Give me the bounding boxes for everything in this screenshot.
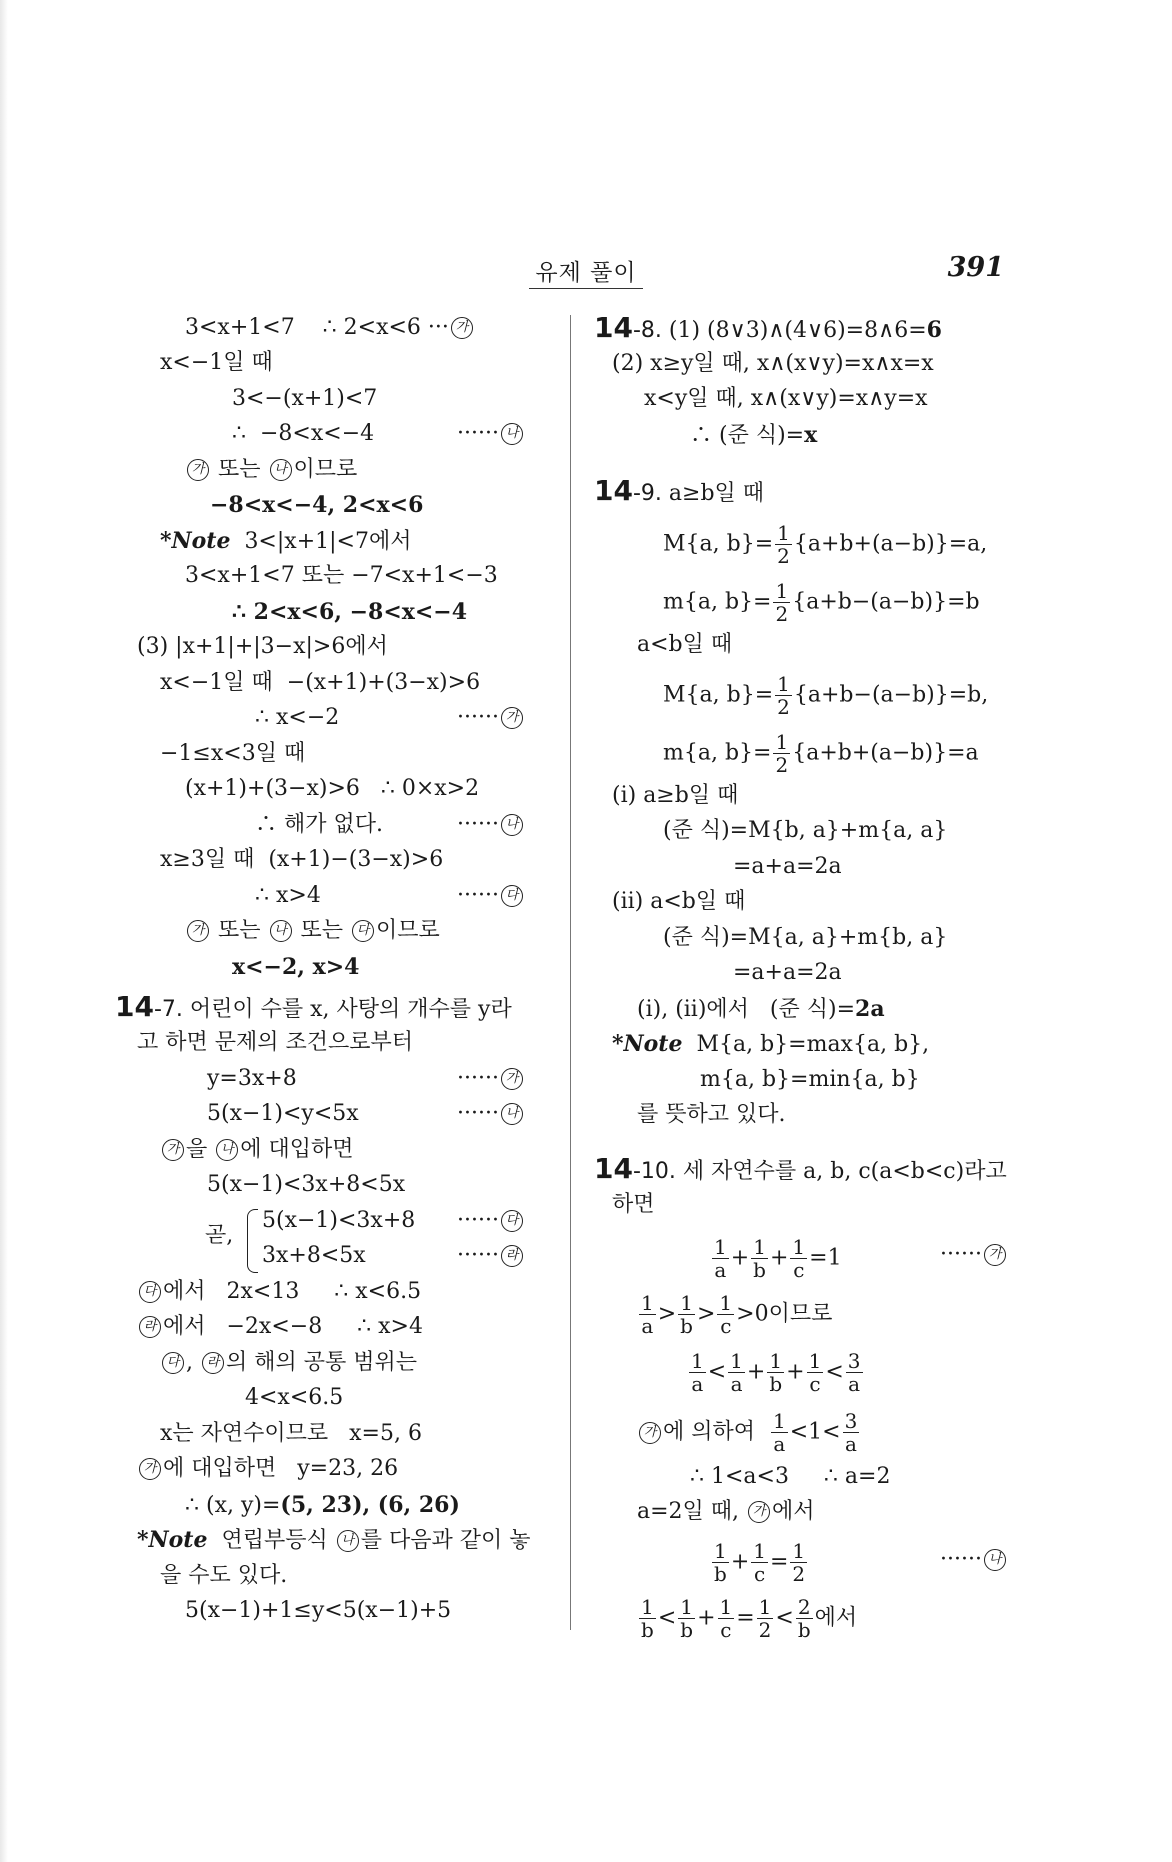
section-title: 유제 풀이 <box>529 260 642 289</box>
math-line: 가 또는 나 또는 다 이므로 <box>185 916 440 946</box>
fraction: $\frac{1}{b}$ <box>641 1595 654 1642</box>
column-divider <box>570 315 571 1630</box>
fraction: $\frac{1}{c}$ <box>753 1539 766 1586</box>
fraction: $\frac{1}{2}$ <box>775 730 789 777</box>
fraction: $\frac{1}{b}$ <box>753 1235 766 1282</box>
circled-mark-icon: 가 <box>501 707 523 729</box>
circled-mark-icon: 나 <box>501 814 523 836</box>
math-line: x는 자연수이므로 x=5, 6 <box>160 1421 422 1446</box>
fraction: $\frac{2}{b}$ <box>797 1595 811 1642</box>
circled-mark-icon: 라 <box>501 1245 523 1267</box>
math-line: x≥3일 때 (x+1)−(3−x)>6 <box>160 847 444 872</box>
circled-mark-icon: 가 <box>984 1244 1006 1266</box>
math-line: (3) |x+1|+|3−x|>6에서 <box>137 634 388 659</box>
text-line: 다 , 라 의 해의 공통 범위는 <box>160 1348 417 1378</box>
math-line: ∴ x<−2 ······ 가 <box>255 703 339 733</box>
circled-mark-icon: 가 <box>748 1501 770 1523</box>
math-line: =a+a=2a <box>733 854 842 879</box>
circled-mark-icon: 라 <box>202 1352 224 1374</box>
math-line: 가 에 대입하면 y=23, 26 <box>137 1454 398 1484</box>
math-line: −1≤x<3일 때 <box>160 741 306 766</box>
math-line: $\frac{1}{a}$ + $\frac{1}{b}$ + $\frac{1}{c}$ =1 <box>714 1235 842 1282</box>
math-line: 다 에서 2x<13 ∴ x<6.5 <box>137 1277 421 1307</box>
fraction: $\frac{1}{c}$ <box>719 1595 733 1642</box>
math-line: ∴ 1<a<3 ∴ a=2 <box>690 1464 891 1489</box>
math-line: (ii) a<b일 때 <box>612 889 746 914</box>
math-line: ······ 가 <box>940 1240 1008 1270</box>
math-line: (2) x≥y일 때, x∧(x∨y)=x∧x=x <box>612 351 934 376</box>
circled-mark-icon: 가 <box>451 317 473 339</box>
answer-line: −8<x<−4, 2<x<6 <box>210 492 424 518</box>
math-line: x<−1일 때 <box>160 350 273 375</box>
note-line: *Note 연립부등식 나 를 다음과 같이 놓 <box>137 1527 531 1553</box>
circled-mark-icon: 가 <box>139 1458 161 1480</box>
circled-mark-icon: 가 <box>187 920 209 942</box>
circled-mark-icon: 다 <box>501 885 523 907</box>
problem-heading: 14-9. a≥b일 때 <box>594 474 765 507</box>
fraction: $\frac{1}{2}$ <box>777 521 790 568</box>
circled-mark-icon: 나 <box>984 1549 1006 1571</box>
note-line: *Note 3<|x+1|<7에서 <box>160 528 412 554</box>
fraction: $\frac{1}{2}$ <box>777 672 790 719</box>
note-line: *Note M{a, b}=max{a, b}, <box>612 1031 930 1057</box>
system-brace <box>247 1209 258 1273</box>
math-line: $\frac{1}{a}$ > $\frac{1}{b}$ > $\frac{1}{c}$ >0이므로 <box>641 1291 833 1338</box>
fraction: $\frac{1}{b}$ <box>714 1539 727 1586</box>
fraction: $\frac{1}{c}$ <box>808 1349 822 1396</box>
text-line: 를 뜻하고 있다. <box>637 1102 786 1127</box>
math-line: M{a, b}= $\frac{1}{2}$ {a+b+(a−b)}=a, <box>663 521 988 568</box>
math-line: 3<x+1<7 ∴ 2<x<6 ··· 가 <box>185 313 475 343</box>
circled-mark-icon: 다 <box>501 1210 523 1232</box>
answer-line: (i), (ii)에서 (준 식)=2a <box>637 996 885 1022</box>
math-line: x<y일 때, x∧(x∨y)=x∧y=x <box>644 386 928 411</box>
math-line: 5(x−1)<3x+8 ······ 다 <box>262 1206 415 1236</box>
math-line: =a+a=2a <box>733 960 842 985</box>
circled-mark-icon: 가 <box>501 1068 523 1090</box>
fraction: $\frac{1}{a}$ <box>641 1291 654 1338</box>
fraction: $\frac{1}{a}$ <box>730 1349 743 1396</box>
math-line: (준 식)=M{b, a}+m{a, a} <box>663 818 948 843</box>
fraction: $\frac{3}{a}$ <box>844 1409 858 1456</box>
page-number: 391 <box>947 252 1004 283</box>
circled-mark-icon: 나 <box>501 423 523 445</box>
math-line: 3<x+1<7 또는 −7<x+1<−3 <box>185 563 498 588</box>
answer-line: ∴ 2<x<6, −8<x<−4 <box>232 599 468 625</box>
math-line: 가 또는 나 이므로 <box>185 455 357 485</box>
math-line: 라 에서 −2x<−8 ∴ x>4 <box>137 1312 423 1342</box>
answer-line: x<−2, x>4 <box>232 954 360 980</box>
answer-line: ∴ (x, y)=(5, 23), (6, 26) <box>185 1492 460 1518</box>
math-line: (i) a≥b일 때 <box>612 783 739 808</box>
circled-mark-icon: 다 <box>352 920 374 942</box>
circled-mark-icon: 나 <box>270 920 292 942</box>
math-line: 3x+8<5x ······ 라 <box>262 1241 366 1271</box>
problem-heading: 14-10. 세 자연수를 a, b, c(a<b<c)라고 <box>594 1152 1007 1185</box>
circled-mark-icon: 가 <box>639 1422 661 1444</box>
math-line: y=3x+8 ······ 가 <box>207 1064 297 1094</box>
math-line: $\frac{1}{b}$ + $\frac{1}{c}$ = $\frac{1}{2}$ <box>714 1539 806 1586</box>
math-line: $\frac{1}{a}$ < $\frac{1}{a}$ + $\frac{1}{b}$ + $\frac{1}{c}$ < $\frac{3}{a}$ <box>691 1349 861 1396</box>
math-line: ∴ x>4 ······ 다 <box>255 881 321 911</box>
circled-mark-icon: 가 <box>162 1139 184 1161</box>
fraction: $\frac{1}{2}$ <box>758 1595 772 1642</box>
math-line: a<b일 때 <box>637 632 733 657</box>
math-line: $\frac{1}{b}$ < $\frac{1}{b}$ + $\frac{1}{c}$ = $\frac{1}{2}$ < $\frac{2}{b}$ 에서 <box>641 1595 858 1642</box>
fraction: $\frac{1}{a}$ <box>773 1409 786 1456</box>
circled-mark-icon: 나 <box>501 1103 523 1125</box>
fraction: $\frac{1}{b}$ <box>680 1595 694 1642</box>
math-line: x<−1일 때 −(x+1)+(3−x)>6 <box>160 670 481 695</box>
fraction: $\frac{1}{2}$ <box>792 1539 806 1586</box>
fraction: $\frac{1}{b}$ <box>680 1291 693 1338</box>
text-line: 곧, <box>205 1223 234 1248</box>
problem-heading: 14-8. (1) (8∨3)∧(4∨6)=8∧6=6 <box>594 311 942 344</box>
math-line: ······ 나 <box>940 1545 1008 1575</box>
math-line: (x+1)+(3−x)>6 ∴ 0×x>2 <box>185 776 480 801</box>
fraction: $\frac{1}{b}$ <box>769 1349 783 1396</box>
text-line: 을 수도 있다. <box>160 1563 288 1588</box>
math-line: (준 식)=M{a, a}+m{b, a} <box>663 925 948 950</box>
math-line: ∴ −8<x<−4 ······ 나 <box>232 419 374 449</box>
fraction: $\frac{1}{c}$ <box>792 1235 806 1282</box>
circled-mark-icon: 나 <box>270 459 292 481</box>
circled-mark-icon: 나 <box>216 1139 238 1161</box>
text-line: 가 을 나 에 대입하면 <box>160 1135 354 1165</box>
math-line: m{a, b}= $\frac{1}{2}$ {a+b+(a−b)}=a <box>663 730 979 777</box>
answer-line: ∴ (준 식)=x <box>690 422 818 448</box>
fraction: $\frac{1}{c}$ <box>719 1291 733 1338</box>
math-line: a=2일 때, 가 에서 <box>637 1499 815 1524</box>
fraction: $\frac{1}{a}$ <box>714 1235 727 1282</box>
circled-mark-icon: 다 <box>162 1352 184 1374</box>
math-line: M{a, b}= $\frac{1}{2}$ {a+b−(a−b)}=b, <box>663 672 989 719</box>
math-line: ∴ 해가 없다. ······ 나 <box>255 810 383 840</box>
math-line: 4<x<6.5 <box>245 1385 344 1410</box>
text-line: 고 하면 문제의 조건으로부터 <box>137 1030 414 1055</box>
fraction: $\frac{1}{a}$ <box>691 1349 704 1396</box>
circled-mark-icon: 가 <box>187 459 209 481</box>
text-line: 하면 <box>612 1192 655 1217</box>
circled-mark-icon: 나 <box>337 1530 359 1552</box>
fraction: $\frac{3}{a}$ <box>847 1349 861 1396</box>
circled-mark-icon: 다 <box>139 1281 161 1303</box>
fraction: $\frac{1}{2}$ <box>775 579 789 626</box>
math-line: m{a, b}= $\frac{1}{2}$ {a+b−(a−b)}=b <box>663 579 980 626</box>
math-line: 5(x−1)+1≤y<5(x−1)+5 <box>185 1598 452 1623</box>
math-line: 5(x−1)<3x+8<5x <box>207 1172 406 1197</box>
circled-mark-icon: 라 <box>139 1316 161 1338</box>
math-line: 가 에 의하여 $\frac{1}{a}$ <1< $\frac{3}{a}$ <box>637 1410 861 1455</box>
math-line: 3<−(x+1)<7 <box>232 386 378 411</box>
math-line: 5(x−1)<y<5x ······ 나 <box>207 1099 359 1129</box>
math-line: m{a, b}=min{a, b} <box>700 1067 920 1092</box>
problem-heading: 14-7. 어린이 수를 x, 사탕의 개수를 y라 <box>115 990 512 1023</box>
